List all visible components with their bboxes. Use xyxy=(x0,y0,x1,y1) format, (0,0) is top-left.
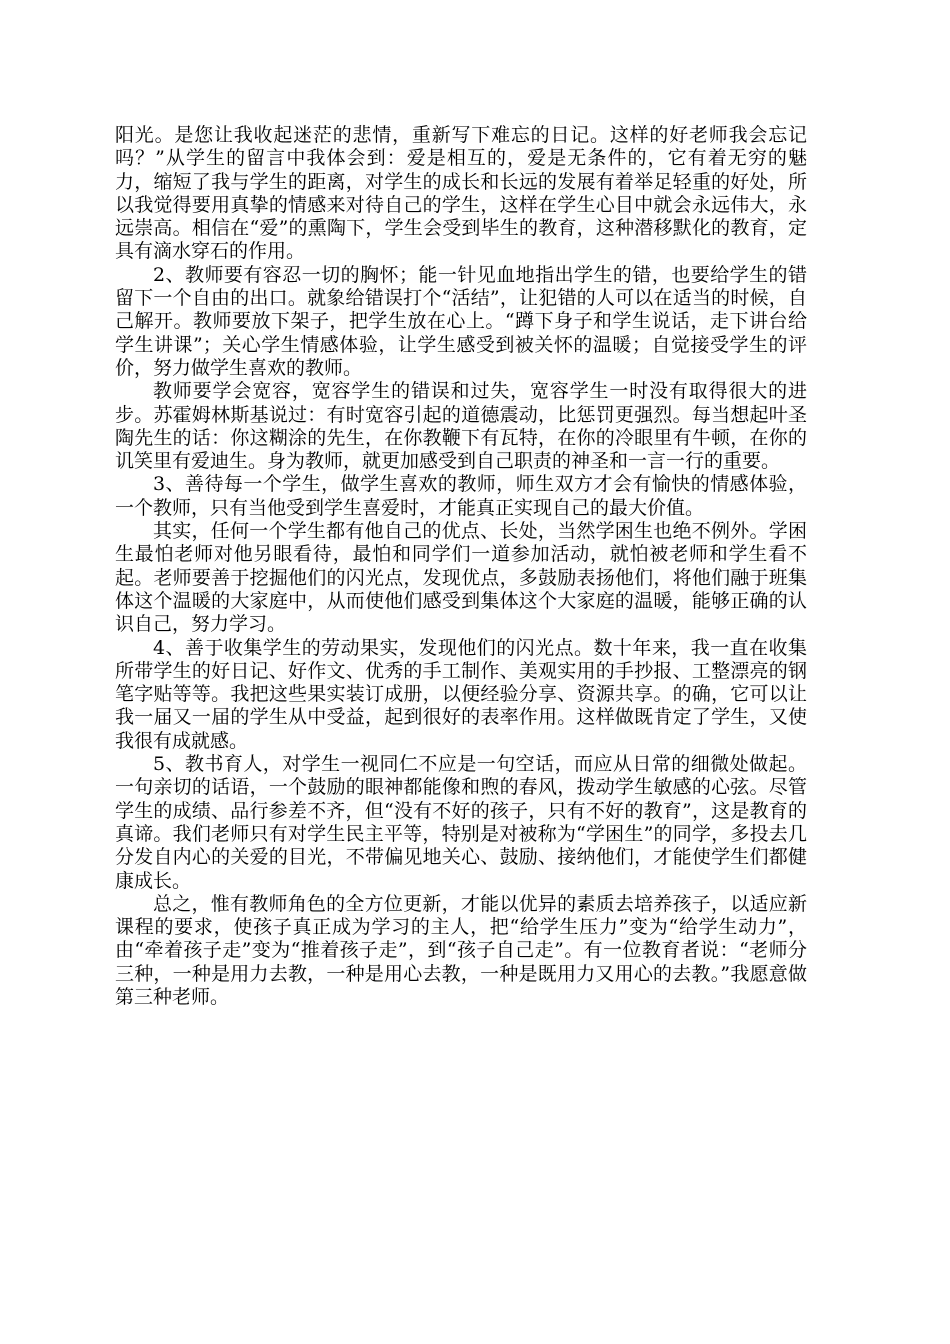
paragraph-2: 2、教师要有容忍一切的胸怀；能一针见血地指出学生的错，也要给学生的错留下一个自由的出口。就象给错误打个“活结”，让犯错的人可以在适当的时候，自己解开。教师要放下架子，把学生放在心上。“蹲下身子和学生说话，走下讲台给学生讲课”；关心学生情感体验，让学生感受到被关怀的温暖；自觉接受学生的评价，努力做学生喜欢的教师。 xyxy=(115,263,807,379)
paragraph-7: 5、教书育人，对学生一视同仁不应是一句空话，而应从日常的细微处做起。一句亲切的话语，一个鼓励的眼神都能像和煦的春风，拨动学生敏感的心弦。尽管学生的成绩、品行参差不齐，但“没有不好的孩子，只有不好的教育”，这是教育的真谛。我们老师只有对学生民主平等，特别是对被称为“学困生”的同学，多投去几分发自内心的关爱的目光，不带偏见地关心、鼓励、接纳他们，才能使学生们都健康成长。 xyxy=(115,753,807,892)
document-body xyxy=(115,124,807,1009)
paragraph-1: 阳光。是您让我收起迷茫的悲情，重新写下难忘的日记。这样的好老师我会忘记吗？”从学生的留言中我体会到：爱是相互的，爱是无条件的，它有着无穷的魅力，缩短了我与学生的距离，对学生的成长和长远的发展有着举足轻重的好处，所以我觉得要用真挚的情感来对待自己的学生，这样在学生心目中就会永远伟大，永远崇高。相信在“爱”的熏陶下，学生会受到毕生的教育，这种潜移默化的教育，定具有滴水穿石的作用。 xyxy=(115,124,807,263)
paragraph-3: 教师要学会宽容，宽容学生的错误和过失，宽容学生一时没有取得很大的进步。苏霍姆林斯基说过：有时宽容引起的道德震动，比惩罚更强烈。每当想起叶圣陶先生的话：你这糊涂的先生，在你教鞭下有瓦特，在你的冷眼里有牛顿，在你的讥笑里有爱迪生。身为教师，就更加感受到自己职责的神圣和一言一行的重要。 xyxy=(115,380,807,473)
paragraph-8: 总之，惟有教师角色的全方位更新，才能以优异的素质去培养孩子，以适应新课程的要求，使孩子真正成为学习的主人，把“给学生压力”变为“给学生动力”，由“牵着孩子走”变为“推着孩子走”，到“孩子自己走”。有一位教育者说：“老师分三种，一种是用力去教，一种是用心去教，一种是既用力又用心的去教。”我愿意做第三种老师。 xyxy=(115,892,807,1008)
paragraph-5: 其实，任何一个学生都有他自己的优点、长处，当然学困生也绝不例外。学困生最怕老师对他另眼看待，最怕和同学们一道参加活动，就怕被老师和学生看不起。老师要善于挖掘他们的闪光点，发现优点，多鼓励表扬他们，将他们融于班集体这个温暖的大家庭中，从而使他们感受到集体这个大家庭的温暖，能够正确的认识自己，努力学习。 xyxy=(115,520,807,636)
paragraph-6: 4、善于收集学生的劳动果实，发现他们的闪光点。数十年来，我一直在收集所带学生的好日记、好作文、优秀的手工制作、美观实用的手抄报、工整漂亮的钢笔字贴等等。我把这些果实装订成册，以便经验分享、资源共享。的确，它可以让我一届又一届的学生从中受益，起到很好的表率作用。这样做既肯定了学生，又使我很有成就感。 xyxy=(115,636,807,752)
paragraph-4: 3、善待每一个学生，做学生喜欢的教师，师生双方才会有愉快的情感体验，一个教师，只有当他受到学生喜爱时，才能真正实现自己的最大价值。 xyxy=(115,473,807,519)
